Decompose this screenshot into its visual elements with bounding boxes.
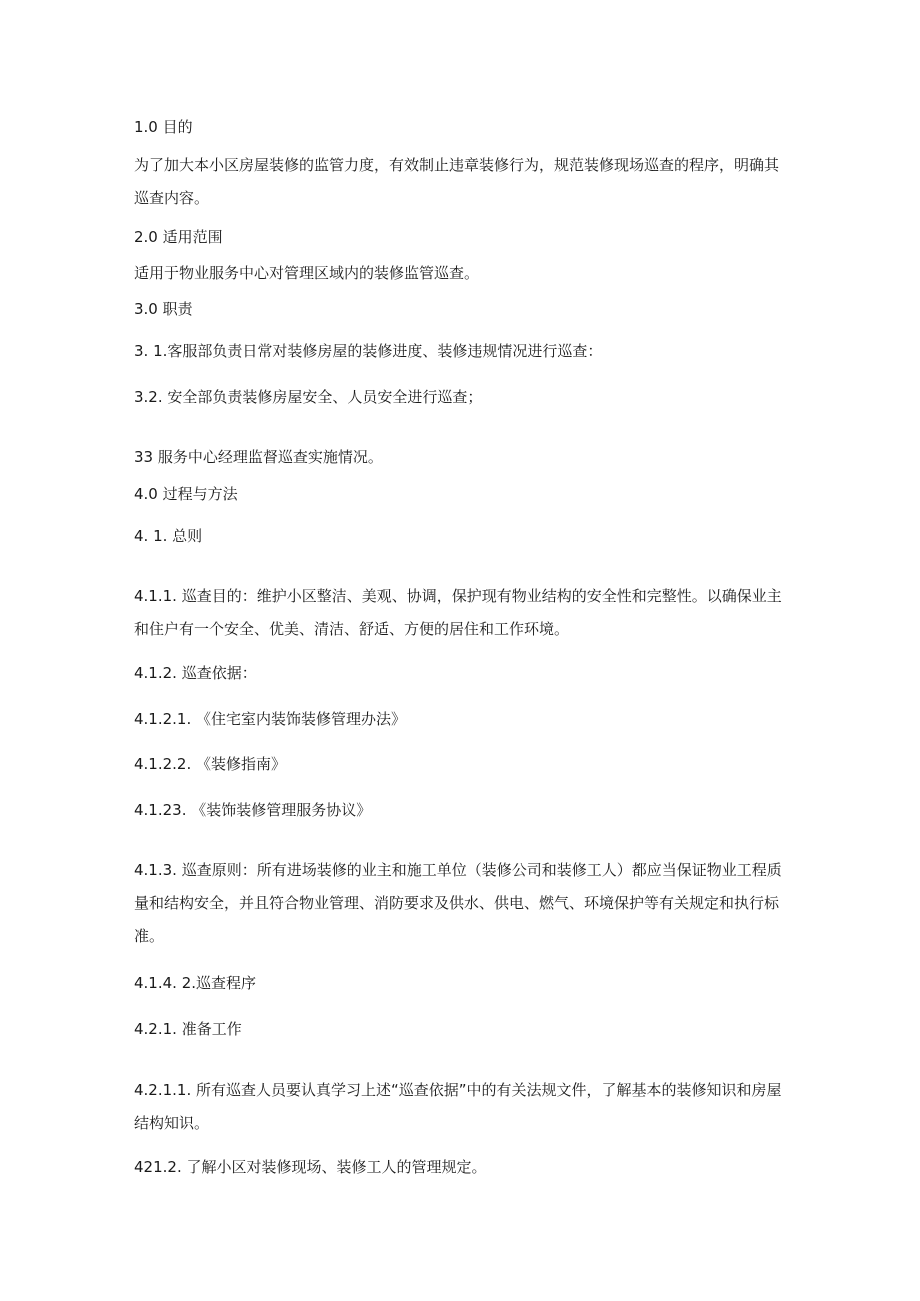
paragraph-4-1-2-1: 4.1.2.1. 《住宅室内装饰装修管理办法》 (134, 710, 407, 728)
paragraph-duty-3-1: 3. 1.客服部负责日常对装修房屋的装修进度、装修违规情况进行巡查： (134, 342, 603, 360)
paragraph-4-1-1: 4.1.1. 巡查目的：维护小区整洁、美观、协调，保护现有物业结构的安全性和完整性。以确保业主和住户有一个安全、优美、清洁、舒适、方便的居住和工作环境。 (134, 587, 782, 638)
paragraph-duty-3-2: 3.2. 安全部负责装修房屋安全、人员安全进行巡查； (134, 388, 483, 406)
paragraph-421-2: 421.2. 了解小区对装修现场、装修工人的管理规定。 (134, 1158, 487, 1176)
paragraph-4-1-2: 4.1.2. 巡查依据： (134, 664, 257, 682)
heading-general: 4. 1. 总则 (134, 527, 203, 545)
paragraph-4-1-23: 4.1.23. 《装饰装修管理服务协议》 (134, 801, 372, 819)
paragraph-4-2-1-1: 4.2.1.1. 所有巡查人员要认真学习上述“巡查依据”中的有关法规文件，了解基本的装修知识和房屋结构知识。 (134, 1081, 782, 1132)
paragraph-duty-3-3: 33 服务中心经理监督巡查实施情况。 (134, 448, 383, 466)
paragraph-4-1-2-2: 4.1.2.2. 《装修指南》 (134, 755, 287, 773)
paragraph-4-1-3: 4.1.3. 巡查原则：所有进场装修的业主和施工单位（装修公司和装修工人）都应当保证物业工程质量和结构安全，并且符合物业管理、消防要求及供水、供电、燃气、环境保护等有关规定和执行标准。 (134, 861, 782, 945)
heading-scope: 2.0 适用范围 (134, 228, 223, 246)
heading-purpose: 1.0 目的 (134, 118, 193, 136)
paragraph-4-1-4: 4.1.4. 2.巡查程序 (134, 974, 257, 992)
paragraph-4-2-1: 4.2.1. 准备工作 (134, 1020, 242, 1038)
heading-process: 4.0 过程与方法 (134, 485, 238, 503)
paragraph-scope: 适用于物业服务中心对管理区域内的装修监管巡查。 (134, 264, 480, 282)
paragraph-purpose: 为了加大本小区房屋装修的监管力度，有效制止违章装修行为，规范装修现场巡查的程序，明确其巡查内容。 (134, 156, 780, 207)
heading-duties: 3.0 职责 (134, 300, 193, 318)
